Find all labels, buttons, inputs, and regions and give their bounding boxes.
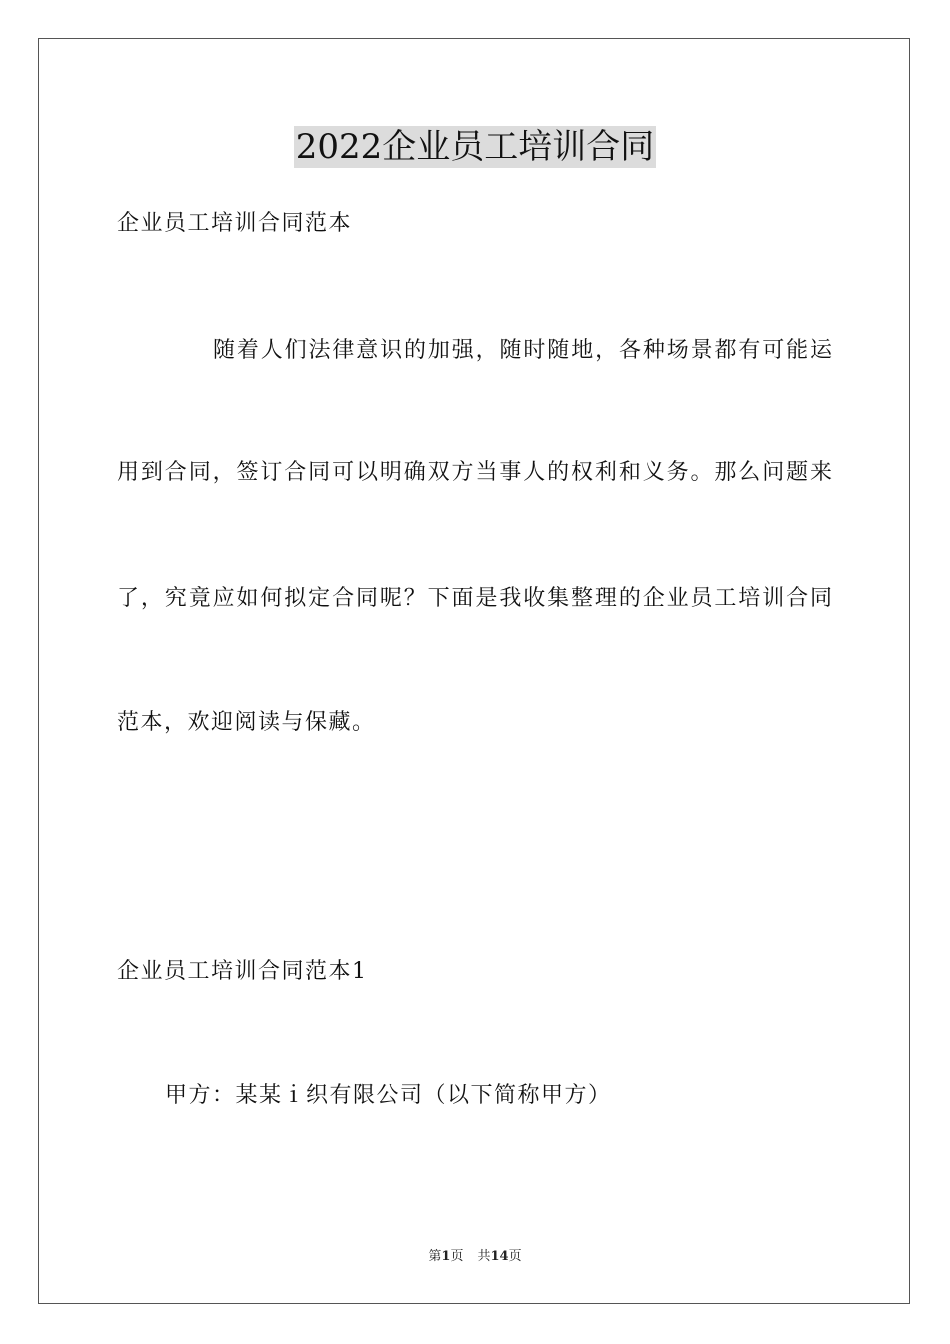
party-a-line: 甲方：某某ｉ织有限公司（以下简称甲方）	[165, 1083, 612, 1108]
document-title: 2022企业员工培训合同	[295, 127, 655, 167]
document-subtitle: 企业员工培训合同范本	[117, 211, 353, 236]
footer-total-suffix: 页	[508, 1249, 522, 1264]
intro-line-4: 范本，欢迎阅读与保藏。	[117, 710, 376, 735]
intro-line-3: 了，究竟应如何拟定合同呢？下面是我收集整理的企业员工培训合同	[117, 586, 832, 611]
footer-total-pages: 14	[490, 1249, 509, 1264]
footer-total-prefix: 共	[477, 1249, 491, 1264]
footer-page-prefix: 第	[428, 1249, 442, 1264]
intro-line-1: 随着人们法律意识的加强，随时随地，各种场景都有可能运	[213, 338, 832, 363]
title-container	[0, 126, 950, 168]
footer-page-suffix: 页	[450, 1249, 464, 1264]
page-footer	[0, 1248, 950, 1266]
section-heading: 企业员工培训合同范本1	[117, 959, 368, 984]
footer-page-number: 1	[441, 1249, 451, 1264]
intro-line-2: 用到合同，签订合同可以明确双方当事人的权利和义务。那么问题来	[117, 460, 832, 485]
